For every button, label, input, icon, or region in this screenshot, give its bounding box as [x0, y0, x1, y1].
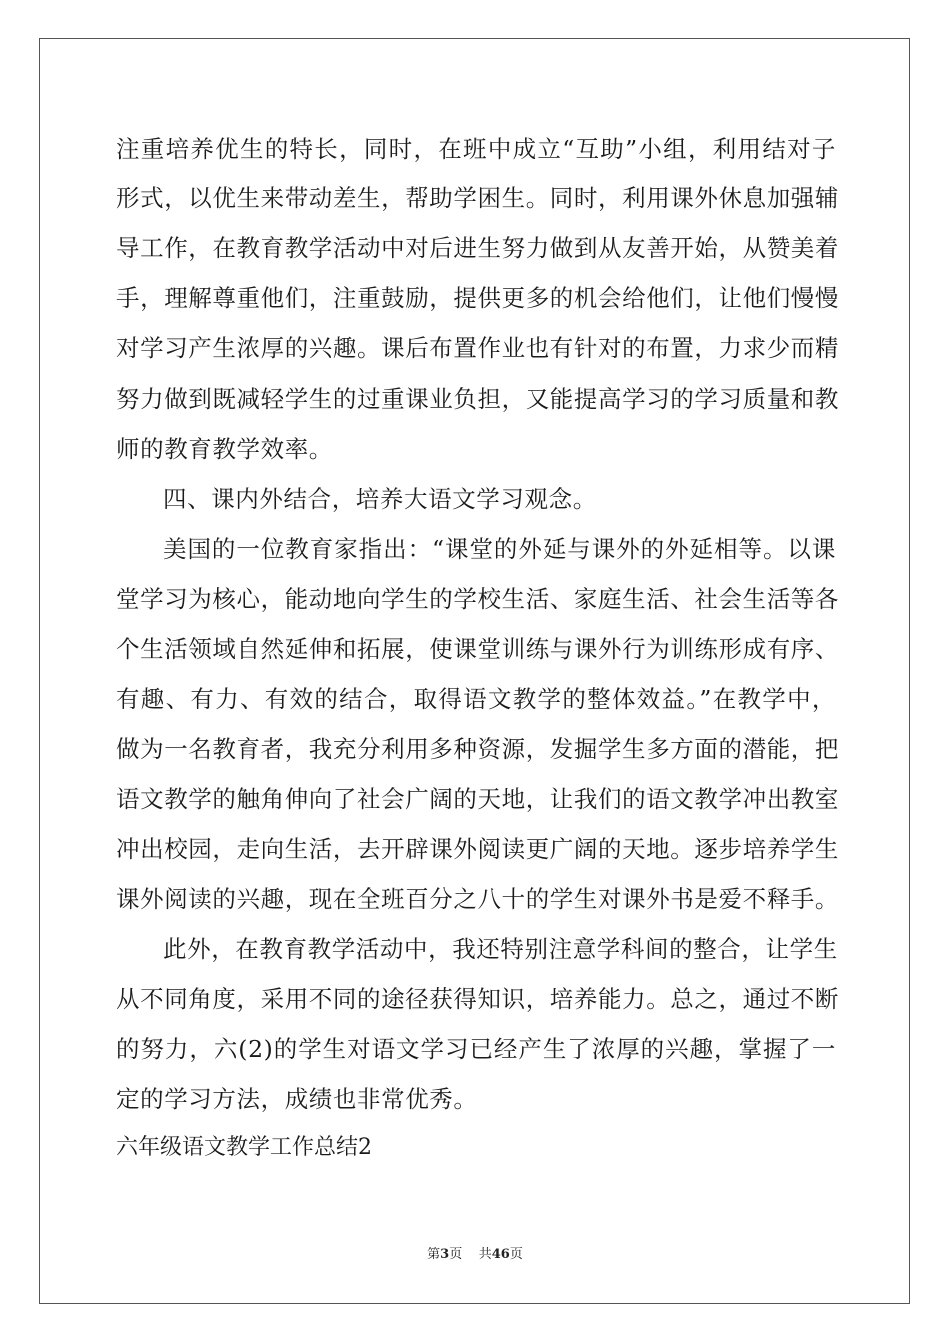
page-number: 3 [440, 1247, 450, 1262]
text-line: 努力做到既减轻学生的过重课业负担，又能提高学习的学习质量和教 [116, 385, 839, 413]
text-line: 从不同角度，采用不同的途径获得知识，培养能力。总之，通过不断 [116, 985, 839, 1013]
total-pages: 46 [491, 1247, 510, 1262]
total-prefix: 共 [478, 1247, 492, 1262]
text-line: 的努力，六(2)的学生对语文学习已经产生了浓厚的兴趣，掌握了一 [116, 1035, 836, 1063]
text-line: 课外阅读的兴趣，现在全班百分之八十的学生对课外书是爱不释手。 [116, 885, 839, 913]
text-line: 个生活领域自然延伸和拓展，使课堂训练与课外行为训练形成有序、 [116, 635, 839, 663]
text-line: 做为一名教育者，我充分利用多种资源，发掘学生多方面的潜能，把 [116, 735, 839, 763]
text-line: 对学习产生浓厚的兴趣。课后布置作业也有针对的布置，力求少而精 [116, 334, 839, 362]
text-line: 美国的一位教育家指出：“课堂的外延与课外的外延相等。以课 [163, 535, 836, 563]
text-line: 定的学习方法，成绩也非常优秀。 [116, 1085, 478, 1113]
text-line: 语文教学的触角伸向了社会广阔的天地，让我们的语文教学冲出教室 [116, 785, 839, 813]
text-line: 注重培养优生的特长，同时，在班中成立“互助”小组，利用结对子 [116, 135, 836, 163]
text-line: 手，理解尊重他们，注重鼓励，提供更多的机会给他们，让他们慢慢 [116, 284, 839, 312]
text-line: 此外，在教育教学活动中，我还特别注意学科间的整合，让学生 [163, 935, 838, 963]
text-line: 导工作，在教育教学活动中对后进生努力做到从友善开始，从赞美着 [116, 234, 839, 262]
page-suffix: 页 [449, 1247, 463, 1262]
page-footer [0, 1246, 950, 1264]
text-line: 师的教育教学效率。 [116, 435, 333, 463]
total-suffix: 页 [509, 1247, 523, 1262]
text-line: 有趣、有力、有效的结合，取得语文教学的整体效益。”在教学中， [116, 685, 836, 713]
page-prefix: 第 [427, 1247, 441, 1262]
text-line: 形式，以优生来带动差生，帮助学困生。同时，利用课外休息加强辅 [116, 184, 839, 212]
section-title: 六年级语文教学工作总结2 [116, 1135, 372, 1160]
text-line: 堂学习为核心，能动地向学生的学校生活、家庭生活、社会生活等各 [116, 585, 839, 613]
section-subheading: 四、课内外结合，培养大语文学习观念。 [163, 485, 597, 513]
text-line: 冲出校园，走向生活，去开辟课外阅读更广阔的天地。逐步培养学生 [116, 835, 839, 863]
